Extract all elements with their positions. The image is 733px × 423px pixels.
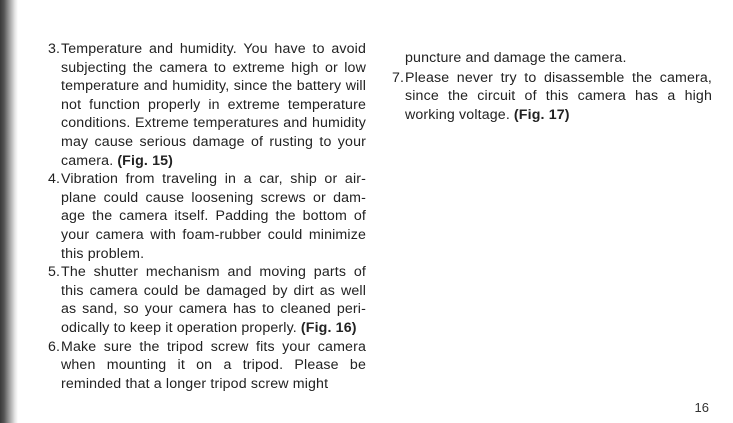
- figure-reference: (Fig. 17): [513, 106, 570, 123]
- item-number: 6.: [48, 338, 61, 355]
- list-item-6: [48, 338, 366, 394]
- item-text: [61, 338, 366, 394]
- item-text: [61, 263, 366, 337]
- list-item-5: [48, 263, 366, 337]
- right-column: [392, 49, 712, 124]
- item-text: [405, 69, 712, 125]
- item-number: 3.: [48, 41, 61, 57]
- item-number: 4.: [48, 171, 61, 188]
- item-body-text: Please never try to disassemble the camera, since the circuit of this camera has a high working voltage.: [405, 69, 712, 123]
- item-number: 5.: [48, 264, 61, 281]
- item-body-text: Temperature and humidity. You have to avoid subjecting the camera to extreme high or low temperature and humidity, since the battery will not function properly in extreme temperature conditions. Extreme temperatures and humidity may cause serious damage of rusting to your camera.: [61, 41, 366, 169]
- figure-reference: (Fig. 15): [117, 152, 174, 169]
- item-text: [61, 40, 366, 170]
- list-item-3: [48, 40, 366, 170]
- list-item-4: [48, 170, 366, 263]
- item-body-text: Make sure the tripod screw fits your camera when mounting it on a tripod. Please be reminded that a longer tripod screw might: [61, 338, 366, 392]
- page-binding-edge: [0, 0, 18, 423]
- continued-text: puncture and damage the camera.: [405, 50, 627, 66]
- item-text: [61, 170, 366, 263]
- figure-reference: (Fig. 16): [300, 319, 357, 336]
- page-number: 16: [694, 400, 709, 415]
- item-number: 7.: [392, 69, 405, 86]
- item-body-text: Vibration from traveling in a car, ship or air-plane could cause loosening screws or dam-age the camera itself. Padding the bottom of your camera with foam-rubber could minimize this problem.: [61, 171, 366, 262]
- item-body-text: The shutter mechanism and moving parts of this camera could be damaged by dirt as well as sand, so your camera has to cleaned peri-odically to keep it operation properly.: [61, 264, 366, 336]
- left-column: [48, 40, 366, 393]
- list-item-7: [392, 69, 712, 125]
